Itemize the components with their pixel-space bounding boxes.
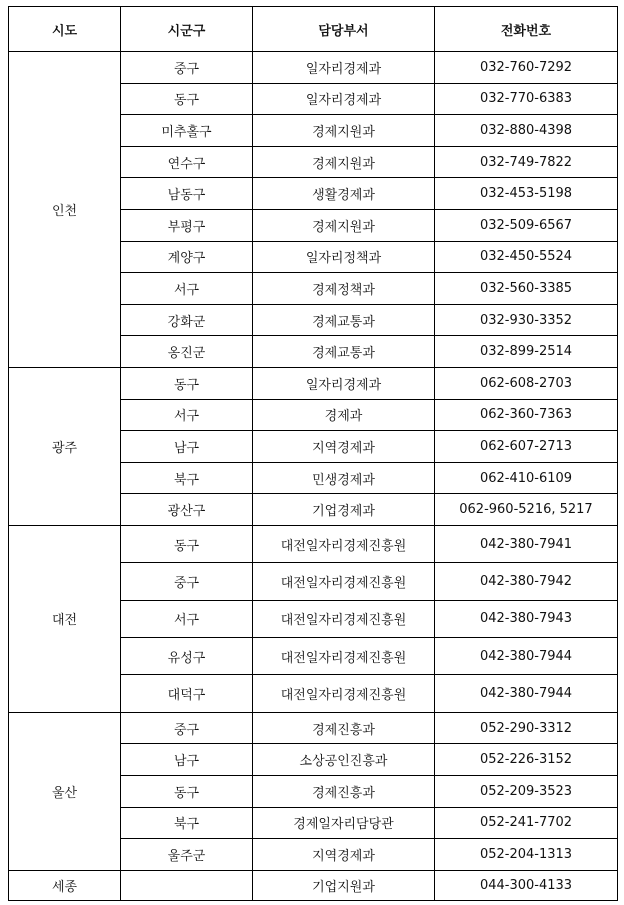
- cell-phone: 042-380-7944: [435, 675, 618, 712]
- cell-sigungu: 계양구: [121, 241, 253, 273]
- cell-department: 경제지원과: [253, 209, 435, 241]
- cell-sigungu: 북구: [121, 807, 253, 839]
- cell-department: 경제일자리담당관: [253, 807, 435, 839]
- cell-department: 대전일자리경제진흥원: [253, 525, 435, 562]
- table-body: [9, 52, 618, 901]
- header-department: 담당부서: [253, 7, 435, 52]
- cell-department: 기업경제과: [253, 494, 435, 526]
- cell-sido: 울산: [9, 712, 121, 870]
- cell-phone: 042-380-7944: [435, 638, 618, 675]
- cell-sido: 광주: [9, 367, 121, 525]
- cell-sigungu: 광산구: [121, 494, 253, 526]
- cell-phone: 052-226-3152: [435, 744, 618, 776]
- cell-sigungu: 동구: [121, 525, 253, 562]
- cell-sigungu: 옹진군: [121, 336, 253, 368]
- cell-sigungu: [121, 870, 253, 900]
- header-sido: 시도: [9, 7, 121, 52]
- cell-phone: 032-560-3385: [435, 273, 618, 305]
- cell-department: 민생경제과: [253, 462, 435, 494]
- table-row: [9, 870, 618, 900]
- cell-phone: 032-899-2514: [435, 336, 618, 368]
- cell-sigungu: 남동구: [121, 178, 253, 210]
- cell-sigungu: 서구: [121, 399, 253, 431]
- cell-phone: 062-360-7363: [435, 399, 618, 431]
- cell-phone: 032-453-5198: [435, 178, 618, 210]
- cell-department: 경제진흥과: [253, 776, 435, 808]
- cell-department: 경제진흥과: [253, 712, 435, 744]
- header-row: [9, 7, 618, 52]
- cell-sigungu: 동구: [121, 83, 253, 115]
- cell-department: 기업지원과: [253, 870, 435, 900]
- cell-sigungu: 중구: [121, 563, 253, 600]
- cell-sigungu: 연수구: [121, 146, 253, 178]
- cell-phone: 062-960-5216, 5217: [435, 494, 618, 526]
- cell-phone: 052-204-1313: [435, 839, 618, 871]
- cell-department: 생활경제과: [253, 178, 435, 210]
- table-row: [9, 367, 618, 399]
- cell-department: 경제과: [253, 399, 435, 431]
- cell-department: 지역경제과: [253, 431, 435, 463]
- cell-phone: 032-509-6567: [435, 209, 618, 241]
- cell-phone: 052-241-7702: [435, 807, 618, 839]
- cell-department: 대전일자리경제진흥원: [253, 600, 435, 637]
- cell-sido: 대전: [9, 525, 121, 712]
- header-sigungu: 시군구: [121, 7, 253, 52]
- cell-sigungu: 서구: [121, 273, 253, 305]
- cell-department: 지역경제과: [253, 839, 435, 871]
- cell-phone: 062-607-2713: [435, 431, 618, 463]
- cell-phone: 032-770-6383: [435, 83, 618, 115]
- cell-sigungu: 중구: [121, 712, 253, 744]
- cell-phone: 052-290-3312: [435, 712, 618, 744]
- cell-sigungu: 대덕구: [121, 675, 253, 712]
- cell-phone: 062-608-2703: [435, 367, 618, 399]
- cell-department: 일자리정책과: [253, 241, 435, 273]
- cell-phone: 042-380-7943: [435, 600, 618, 637]
- cell-phone: 032-880-4398: [435, 115, 618, 147]
- cell-sigungu: 동구: [121, 776, 253, 808]
- cell-sido: 인천: [9, 52, 121, 368]
- cell-sigungu: 남구: [121, 744, 253, 776]
- cell-sigungu: 부평구: [121, 209, 253, 241]
- cell-department: 경제정책과: [253, 273, 435, 305]
- cell-department: 일자리경제과: [253, 52, 435, 84]
- cell-sigungu: 강화군: [121, 304, 253, 336]
- cell-department: 경제교통과: [253, 304, 435, 336]
- cell-sigungu: 미추홀구: [121, 115, 253, 147]
- cell-phone: 032-450-5524: [435, 241, 618, 273]
- cell-sido: 세종: [9, 870, 121, 900]
- cell-sigungu: 유성구: [121, 638, 253, 675]
- cell-department: 소상공인진흥과: [253, 744, 435, 776]
- cell-phone: 042-380-7942: [435, 563, 618, 600]
- cell-sigungu: 북구: [121, 462, 253, 494]
- cell-phone: 052-209-3523: [435, 776, 618, 808]
- cell-sigungu: 남구: [121, 431, 253, 463]
- table-row: [9, 525, 618, 562]
- cell-sigungu: 울주군: [121, 839, 253, 871]
- cell-phone: 042-380-7941: [435, 525, 618, 562]
- cell-department: 대전일자리경제진흥원: [253, 563, 435, 600]
- cell-phone: 044-300-4133: [435, 870, 618, 900]
- cell-department: 일자리경제과: [253, 367, 435, 399]
- table-row: [9, 52, 618, 84]
- cell-sigungu: 동구: [121, 367, 253, 399]
- cell-department: 대전일자리경제진흥원: [253, 675, 435, 712]
- cell-department: 일자리경제과: [253, 83, 435, 115]
- cell-phone: 032-930-3352: [435, 304, 618, 336]
- cell-department: 경제지원과: [253, 146, 435, 178]
- cell-sigungu: 중구: [121, 52, 253, 84]
- cell-department: 경제교통과: [253, 336, 435, 368]
- cell-phone: 032-749-7822: [435, 146, 618, 178]
- cell-phone: 062-410-6109: [435, 462, 618, 494]
- contact-table: [8, 6, 618, 901]
- cell-sigungu: 서구: [121, 600, 253, 637]
- cell-department: 대전일자리경제진흥원: [253, 638, 435, 675]
- cell-phone: 032-760-7292: [435, 52, 618, 84]
- header-phone: 전화번호: [435, 7, 618, 52]
- table-row: [9, 712, 618, 744]
- cell-department: 경제지원과: [253, 115, 435, 147]
